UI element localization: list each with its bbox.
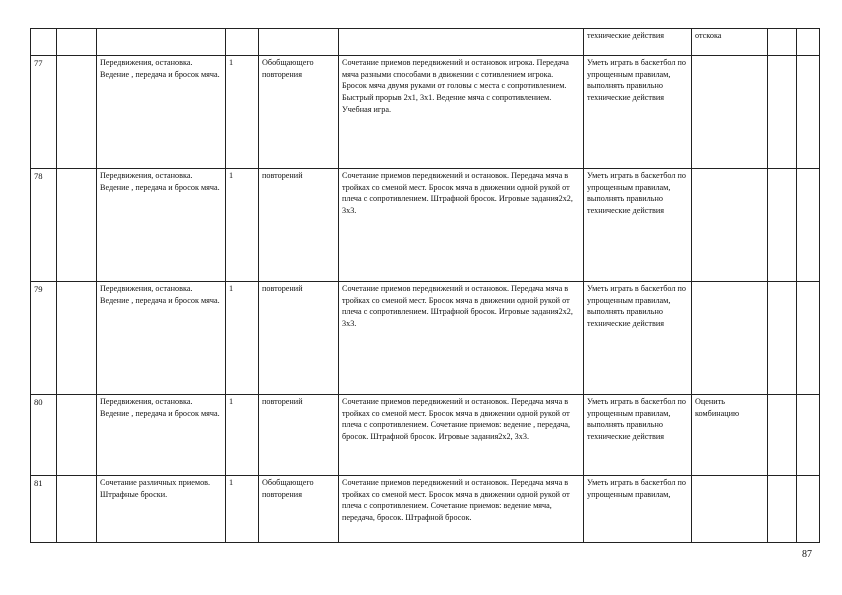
requirements-cell: Уметь играть в баскетбол по упрощенным правилам, выполнять правильно технические действия bbox=[584, 169, 692, 282]
content-cell bbox=[339, 29, 584, 56]
hours-cell: 1 bbox=[226, 395, 259, 476]
lesson-type-cell: повторений bbox=[259, 395, 339, 476]
control-cell bbox=[692, 476, 768, 543]
extra-cell bbox=[797, 395, 820, 476]
table-row bbox=[31, 395, 820, 476]
topic-cell: Передвижения, остановка. Ведение , передача и бросок мяча. bbox=[97, 56, 226, 169]
extra-cell bbox=[768, 395, 797, 476]
requirements-cell: технические действия bbox=[584, 29, 692, 56]
requirements-cell: Уметь играть в баскетбол по упрощенным правилам, выполнять правильно технические действия bbox=[584, 282, 692, 395]
lesson-type-cell: повторений bbox=[259, 282, 339, 395]
control-cell: отскока bbox=[692, 29, 768, 56]
lesson-type-cell: Обобщающего повторения bbox=[259, 56, 339, 169]
content-cell: Сочетание приемов передвижений и остановок. Передача мяча в тройках со сменой мест. Бросок мяча в движении одной рукой от плеча с сопротивлением. Штрафной бросок. Игровые задания2х2, 3х3. bbox=[339, 282, 584, 395]
lesson-type-cell bbox=[259, 29, 339, 56]
control-cell bbox=[692, 56, 768, 169]
lesson-number-cell: 79 bbox=[31, 282, 57, 395]
hours-cell: 1 bbox=[226, 56, 259, 169]
content-cell: Сочетание приемов передвижений и остановок игрока. Передача мяча разными способами в движении с сотивлением игрока. Бросок мяча двумя руками от головы с места с сопротивлением. Быстрый прорыв 2х1, 3х1. Ведение мяча с сопротивлением. Учебная игра. bbox=[339, 56, 584, 169]
extra-cell bbox=[768, 476, 797, 543]
control-cell bbox=[692, 169, 768, 282]
hours-cell: 1 bbox=[226, 169, 259, 282]
lesson-type-cell: повторений bbox=[259, 169, 339, 282]
lesson-plan-table bbox=[30, 28, 820, 543]
extra-cell bbox=[797, 476, 820, 543]
lesson-number-cell: 78 bbox=[31, 169, 57, 282]
hours-cell: 1 bbox=[226, 282, 259, 395]
table-row bbox=[31, 282, 820, 395]
extra-cell bbox=[797, 169, 820, 282]
content-cell: Сочетание приемов передвижений и остановок. Передача мяча в тройках со сменой мест. Бросок мяча в движении одной рукой от плеча с сопротивлением. Сочетание приемов: ведение , передача, бросок. Штрафной бросок. Игровые задания2х2, 3х3. bbox=[339, 395, 584, 476]
lesson-number-cell: 80 bbox=[31, 395, 57, 476]
extra-cell bbox=[768, 282, 797, 395]
extra-cell bbox=[768, 56, 797, 169]
topic-cell: Передвижения, остановка. Ведение , передача и бросок мяча. bbox=[97, 395, 226, 476]
extra-cell bbox=[797, 282, 820, 395]
blank-cell bbox=[57, 395, 97, 476]
content-cell: Сочетание приемов передвижений и остановок. Передача мяча в тройках со сменой мест. Бросок мяча в движении одной рукой от плеча с сопротивлением. Штрафной бросок. Игровые задания2х2, 3х3. bbox=[339, 169, 584, 282]
table-row bbox=[31, 56, 820, 169]
requirements-cell: Уметь играть в баскетбол по упрощенным правилам, bbox=[584, 476, 692, 543]
lesson-number-cell bbox=[31, 29, 57, 56]
blank-cell bbox=[57, 29, 97, 56]
blank-cell bbox=[57, 476, 97, 543]
extra-cell bbox=[797, 56, 820, 169]
table-row bbox=[31, 169, 820, 282]
blank-cell bbox=[57, 56, 97, 169]
extra-cell bbox=[768, 29, 797, 56]
extra-cell bbox=[768, 169, 797, 282]
lesson-number-cell: 77 bbox=[31, 56, 57, 169]
control-cell: Оценить комбинацию bbox=[692, 395, 768, 476]
requirements-cell: Уметь играть в баскетбол по упрощенным правилам, выполнять правильно технические действия bbox=[584, 56, 692, 169]
topic-cell: Передвижения, остановка. Ведение , передача и бросок мяча. bbox=[97, 169, 226, 282]
hours-cell bbox=[226, 29, 259, 56]
page-number: 87 bbox=[802, 549, 812, 560]
blank-cell bbox=[57, 169, 97, 282]
hours-cell: 1 bbox=[226, 476, 259, 543]
extra-cell bbox=[797, 29, 820, 56]
lesson-number-cell: 81 bbox=[31, 476, 57, 543]
topic-cell: Сочетание различных приемов. Штрафные броски. bbox=[97, 476, 226, 543]
requirements-cell: Уметь играть в баскетбол по упрощенным правилам, выполнять правильно технические действия bbox=[584, 395, 692, 476]
lesson-type-cell: Обобщающего повторения bbox=[259, 476, 339, 543]
content-cell: Сочетание приемов передвижений и остановок. Передача мяча в тройках со сменой мест. Бросок мяча в движении одной рукой от плеча с сопротивлением. Сочетание приемов: ведение мяча, передача, бросок. Штрафной бросок. bbox=[339, 476, 584, 543]
blank-cell bbox=[57, 282, 97, 395]
topic-cell bbox=[97, 29, 226, 56]
table-row bbox=[31, 476, 820, 543]
table-row-continuation bbox=[31, 29, 820, 56]
control-cell bbox=[692, 282, 768, 395]
topic-cell: Передвижения, остановка. Ведение , передача и бросок мяча. bbox=[97, 282, 226, 395]
